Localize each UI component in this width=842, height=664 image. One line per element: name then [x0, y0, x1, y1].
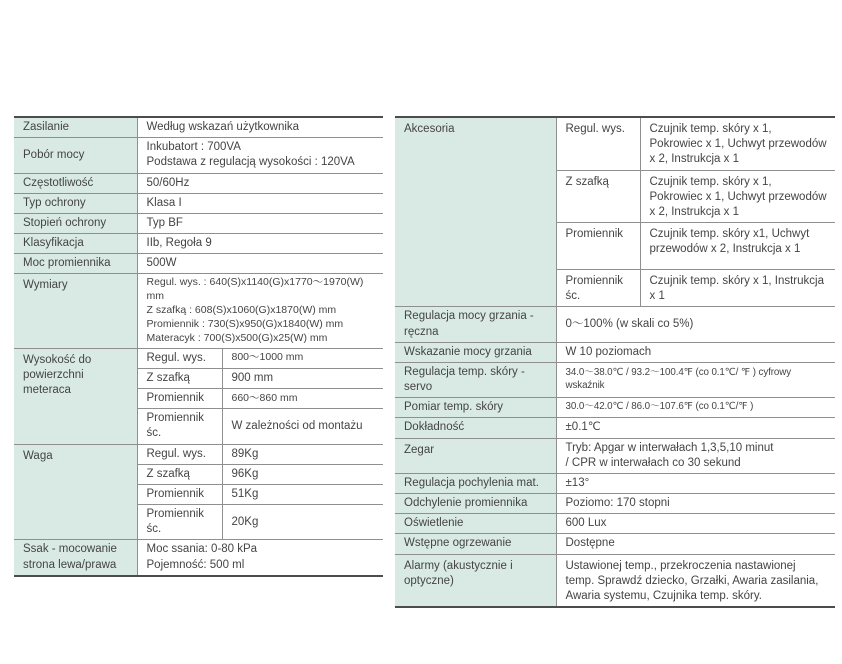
spec-label: Typ ochrony	[14, 193, 137, 213]
value-line: Podstawa z regulacją wysokości : 120VA	[146, 156, 355, 169]
spec-label: Akcesoria	[395, 117, 556, 307]
spec-label: Regulacja pochylenia mat.	[395, 473, 556, 493]
spec-value: 50/60Hz	[137, 173, 383, 193]
spec-sublabel: Regul. wys.	[556, 117, 640, 170]
spec-label: Dokładność	[395, 418, 556, 438]
spec-value	[137, 540, 383, 576]
spec-value: Czujnik temp. skóry x 1, Instrukcja x 1	[640, 270, 835, 307]
spec-label: Klasyfikacja	[14, 234, 137, 254]
spec-value: Ustawionej temp., przekroczenia nastawionej temp. Sprawdź dziecko, Grzałki, Awaria zasilania, Awaria systemu, Czujnika temp. skóry.	[556, 554, 835, 607]
value-line: Regul. wys. : 640(S)x1140(G)x1770〜1970(W) mm	[146, 276, 364, 303]
spec-label: Regulacja mocy grzania - ręczna	[395, 307, 556, 342]
spec-sublabel: Z szafką	[556, 170, 640, 223]
table-row	[395, 534, 835, 554]
spec-sublabel: Regul. wys.	[137, 348, 222, 368]
spec-value: 660〜860 mm	[222, 389, 383, 409]
spec-value: 0〜100% (w skali co 5%)	[556, 307, 835, 342]
value-line: Promiennik : 730(S)x950(G)x1840(W) mm	[146, 317, 344, 330]
table-row	[395, 117, 835, 170]
table-row	[14, 540, 383, 576]
table-row	[395, 554, 835, 607]
value-line: Z szafką : 608(S)x1060(G)x1870(W) mm	[146, 304, 337, 317]
spec-value: 500W	[137, 254, 383, 274]
table-row	[395, 494, 835, 514]
spec-label: Alarmy (akustycznie i optyczne)	[395, 554, 556, 607]
spec-sublabel: Regul. wys.	[137, 444, 222, 464]
spec-label: Stopień ochrony	[14, 213, 137, 233]
spec-value: ±0.1℃	[556, 418, 835, 438]
spec-label: Waga	[14, 444, 137, 540]
spec-value: 34.0〜38.0℃ / 93.2〜100.4℉ (co 0.1℃/ ℉ ) cyfrowy wskaźnik	[556, 362, 835, 397]
spec-sublabel: Z szafką	[137, 464, 222, 484]
spec-value	[556, 438, 835, 473]
spec-value: Czujnik temp. skóry x 1, Pokrowiec x 1, Uchwyt przewodów x 2, Instrukcja x 1	[640, 117, 835, 170]
spec-label: Wskazanie mocy grzania	[395, 342, 556, 362]
spec-value: 800〜1000 mm	[222, 348, 383, 368]
spec-label: Wstępne ogrzewanie	[395, 534, 556, 554]
spec-value	[137, 274, 383, 348]
spec-sublabel: Promiennik	[137, 389, 222, 409]
spec-value: W 10 poziomach	[556, 342, 835, 362]
spec-label: Odchylenie promiennika	[395, 494, 556, 514]
spec-value: Typ BF	[137, 213, 383, 233]
spec-sublabel: Promiennik	[137, 484, 222, 504]
table-row	[14, 138, 383, 173]
spec-label: Ssak - mocowanie strona lewa/prawa	[14, 540, 137, 576]
value-line: Inkubatort : 700VA	[146, 141, 241, 154]
table-row	[395, 418, 835, 438]
spec-value: ±13°	[556, 473, 835, 493]
table-row	[395, 307, 835, 342]
spec-label: Częstotliwość	[14, 173, 137, 193]
table-row	[14, 348, 383, 368]
spec-value: Czujnik temp. skóry x 1, Pokrowiec x 1, Uchwyt przewodów x 2, Instrukcja x 1	[640, 170, 835, 223]
spec-value: 20Kg	[222, 505, 383, 540]
spec-value: 89Kg	[222, 444, 383, 464]
spec-label: Pomiar temp. skóry	[395, 398, 556, 418]
spec-value	[137, 138, 383, 173]
table-row	[14, 444, 383, 464]
spec-sublabel: Z szafką	[137, 368, 222, 388]
value-line: Materacyk : 700(S)x500(G)x25(W) mm	[146, 331, 328, 344]
table-row	[14, 234, 383, 254]
spec-label: Moc promiennika	[14, 254, 137, 274]
table-row	[395, 473, 835, 493]
spec-label: Wymiary	[14, 274, 137, 348]
spec-value: IIb, Regoła 9	[137, 234, 383, 254]
table-row	[395, 438, 835, 473]
spec-sublabel: Promiennik śc.	[556, 270, 640, 307]
spec-value: Według wskazań użytkownika	[137, 117, 383, 138]
spec-label: Zasilanie	[14, 117, 137, 138]
spec-value: 900 mm	[222, 368, 383, 388]
value-line: Pojemność: 500 ml	[146, 558, 245, 571]
spec-value: Czujnik temp. skóry x1, Uchwyt przewodów x 2, Instrukcja x 1	[640, 223, 835, 270]
spec-value: Poziomo: 170 stopni	[556, 494, 835, 514]
table-row	[395, 514, 835, 534]
table-row	[14, 117, 383, 138]
spec-value: 600 Lux	[556, 514, 835, 534]
table-row	[395, 362, 835, 397]
table-row	[14, 274, 383, 348]
value-line: Tryb: Apgar w interwałach 1,3,5,10 minut	[565, 441, 774, 454]
spec-value: Klasa I	[137, 193, 383, 213]
spec-label: Oświetlenie	[395, 514, 556, 534]
specs-table-left	[14, 116, 383, 577]
spec-label: Regulacja temp. skóry - servo	[395, 362, 556, 397]
table-row	[14, 173, 383, 193]
specs-table-right	[395, 116, 835, 608]
spec-label: Wysokość do powierzchni meteraca	[14, 348, 137, 444]
spec-label: Pobór mocy	[14, 138, 137, 173]
value-line: Moc ssania: 0-80 kPa	[146, 543, 258, 556]
spec-sublabel: Promiennik śc.	[137, 409, 222, 444]
spec-sublabel: Promiennik śc.	[137, 505, 222, 540]
value-line: / CPR w interwałach co 30 sekund	[565, 456, 741, 469]
spec-label: Zegar	[395, 438, 556, 473]
table-row	[14, 193, 383, 213]
table-row	[14, 213, 383, 233]
spec-value: Dostępne	[556, 534, 835, 554]
table-row	[395, 342, 835, 362]
spec-value: 51Kg	[222, 484, 383, 504]
table-row	[395, 398, 835, 418]
spec-value: W zależności od montażu	[222, 409, 383, 444]
spec-value: 96Kg	[222, 464, 383, 484]
spec-sublabel: Promiennik	[556, 223, 640, 270]
table-row	[14, 254, 383, 274]
spec-value: 30.0〜42.0℃ / 86.0〜107.6℉ (co 0.1℃/℉ )	[556, 398, 835, 418]
